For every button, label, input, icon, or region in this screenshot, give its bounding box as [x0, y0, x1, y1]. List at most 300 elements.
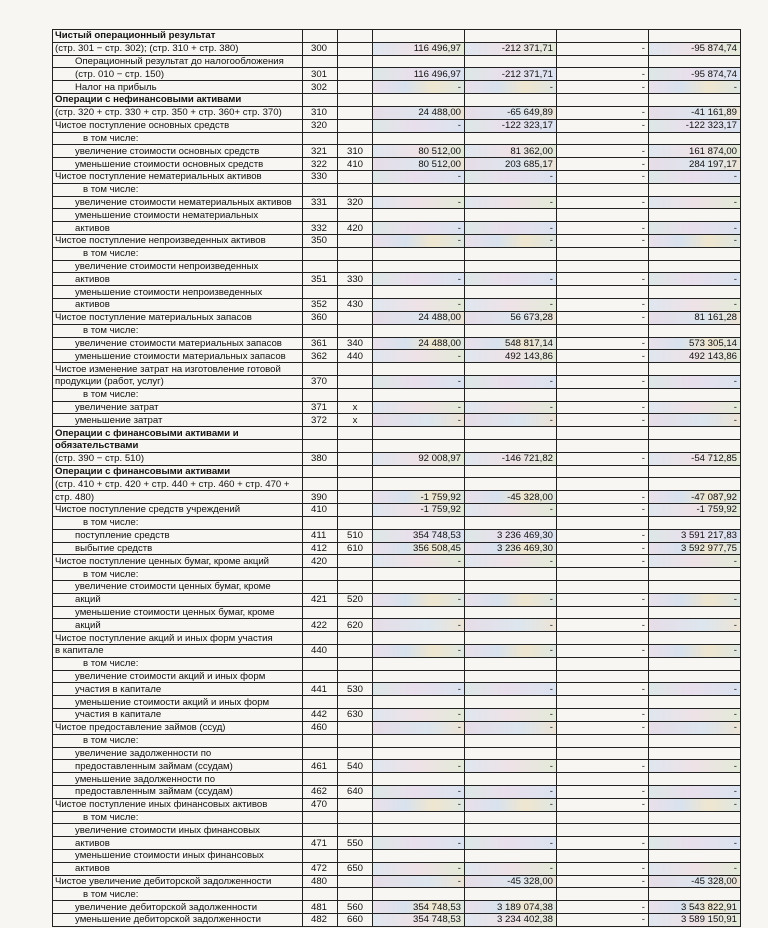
- value-col-1: -: [373, 235, 465, 248]
- value-total: -95 874,74: [649, 68, 741, 81]
- row-label: Чистое поступление нематериальных активов: [53, 170, 303, 183]
- kosgu-code: 610: [338, 542, 373, 555]
- kosgu-code: [338, 132, 373, 145]
- value-col-3: -: [557, 235, 649, 248]
- value-col-2: -: [465, 798, 557, 811]
- line-code: [303, 286, 338, 299]
- table-row: [53, 606, 741, 619]
- row-label: уменьшение дебиторской задолженности: [53, 914, 303, 927]
- value-col-1: 24 488,00: [373, 106, 465, 119]
- line-code: 442: [303, 709, 338, 722]
- row-label: Чистое предоставление займов (ссуд): [53, 721, 303, 734]
- value-col-2: -: [465, 721, 557, 734]
- value-col-1: -: [373, 414, 465, 427]
- value-col-3: -: [557, 42, 649, 55]
- value-col-2: -212 371,71: [465, 42, 557, 55]
- value-col-3: [557, 811, 649, 824]
- table-row: [53, 363, 741, 376]
- table-row: [53, 580, 741, 593]
- value-col-2: -: [465, 837, 557, 850]
- value-col-1: -1 759,92: [373, 491, 465, 504]
- line-code: 411: [303, 529, 338, 542]
- value-col-1: 354 748,53: [373, 529, 465, 542]
- value-total: -: [649, 555, 741, 568]
- value-total: 3 543 822,91: [649, 901, 741, 914]
- value-col-2: [465, 363, 557, 376]
- value-total: [649, 747, 741, 760]
- row-label: увеличение задолженности по: [53, 747, 303, 760]
- line-code: 472: [303, 862, 338, 875]
- kosgu-code: [338, 324, 373, 337]
- value-col-3: [557, 132, 649, 145]
- line-code: [303, 888, 338, 901]
- kosgu-code: [338, 516, 373, 529]
- value-col-3: [557, 260, 649, 273]
- kosgu-code: [338, 388, 373, 401]
- value-total: 3 592 977,75: [649, 542, 741, 555]
- value-col-1: [373, 811, 465, 824]
- line-code: 331: [303, 196, 338, 209]
- kosgu-code: [338, 632, 373, 645]
- value-col-3: [557, 363, 649, 376]
- kosgu-code: 410: [338, 158, 373, 171]
- line-code: 441: [303, 683, 338, 696]
- row-label: увеличение дебиторской задолженности: [53, 901, 303, 914]
- table-row: [53, 235, 741, 248]
- value-total: [649, 850, 741, 863]
- line-code: 372: [303, 414, 338, 427]
- row-label: выбытие средств: [53, 542, 303, 555]
- row-label: (стр. 410 + стр. 420 + стр. 440 + стр. 460 + стр. 470 +: [53, 478, 303, 491]
- value-col-2: [465, 260, 557, 273]
- value-col-1: [373, 324, 465, 337]
- table-row: [53, 721, 741, 734]
- value-col-1: [373, 132, 465, 145]
- row-label: увеличение затрат: [53, 401, 303, 414]
- value-col-2: -45 328,00: [465, 875, 557, 888]
- value-col-2: -: [465, 401, 557, 414]
- row-label: Чистое поступление материальных запасов: [53, 311, 303, 324]
- table-row: [53, 119, 741, 132]
- row-label: активов: [53, 862, 303, 875]
- row-label: Чистое изменение затрат на изготовление готовой: [53, 363, 303, 376]
- value-col-1: -: [373, 350, 465, 363]
- value-col-2: 3 234 402,38: [465, 914, 557, 927]
- value-col-1: [373, 209, 465, 222]
- value-col-3: -: [557, 760, 649, 773]
- table-row: [53, 516, 741, 529]
- kosgu-code: [338, 30, 373, 43]
- value-col-3: -: [557, 196, 649, 209]
- row-label: уменьшение стоимости материальных запасов: [53, 350, 303, 363]
- line-code: 481: [303, 901, 338, 914]
- value-col-1: -: [373, 875, 465, 888]
- value-col-3: [557, 824, 649, 837]
- value-col-2: -: [465, 273, 557, 286]
- kosgu-code: [338, 555, 373, 568]
- value-col-2: [465, 657, 557, 670]
- value-total: [649, 55, 741, 68]
- value-total: [649, 363, 741, 376]
- value-col-2: [465, 427, 557, 440]
- kosgu-code: [338, 375, 373, 388]
- row-label: увеличение стоимости акций и иных форм: [53, 670, 303, 683]
- line-code: 371: [303, 401, 338, 414]
- value-col-1: [373, 568, 465, 581]
- table-row: [53, 683, 741, 696]
- value-col-3: -: [557, 862, 649, 875]
- value-col-2: -: [465, 862, 557, 875]
- value-total: 284 197,17: [649, 158, 741, 171]
- kosgu-code: [338, 209, 373, 222]
- value-col-2: -146 721,82: [465, 452, 557, 465]
- table-row: [53, 632, 741, 645]
- row-label: в том числе:: [53, 657, 303, 670]
- table-row: [53, 875, 741, 888]
- value-col-2: [465, 209, 557, 222]
- value-total: [649, 811, 741, 824]
- value-total: -: [649, 170, 741, 183]
- line-code: 352: [303, 299, 338, 312]
- value-col-1: [373, 773, 465, 786]
- value-col-3: [557, 657, 649, 670]
- table-row: [53, 145, 741, 158]
- line-code: [303, 183, 338, 196]
- value-col-3: -: [557, 414, 649, 427]
- value-col-3: -: [557, 452, 649, 465]
- value-total: -: [649, 619, 741, 632]
- kosgu-code: 430: [338, 299, 373, 312]
- row-label: в том числе:: [53, 888, 303, 901]
- kosgu-code: [338, 68, 373, 81]
- value-total: -: [649, 235, 741, 248]
- value-total: 3 589 150,91: [649, 914, 741, 927]
- value-col-1: [373, 606, 465, 619]
- value-col-1: [373, 734, 465, 747]
- value-col-2: [465, 132, 557, 145]
- table-row: [53, 465, 741, 478]
- value-col-2: -: [465, 222, 557, 235]
- value-col-2: [465, 388, 557, 401]
- value-total: -: [649, 721, 741, 734]
- row-label: (стр. 320 + стр. 330 + стр. 350 + стр. 360+ стр. 370): [53, 106, 303, 119]
- value-col-3: -: [557, 170, 649, 183]
- value-col-3: -: [557, 542, 649, 555]
- value-col-1: [373, 657, 465, 670]
- kosgu-code: 660: [338, 914, 373, 927]
- kosgu-code: 420: [338, 222, 373, 235]
- kosgu-code: [338, 247, 373, 260]
- value-total: [649, 260, 741, 273]
- table-row: [53, 132, 741, 145]
- value-col-3: -: [557, 145, 649, 158]
- value-col-1: -: [373, 721, 465, 734]
- table-row: [53, 568, 741, 581]
- value-total: [649, 132, 741, 145]
- value-col-3: -: [557, 555, 649, 568]
- value-total: 3 591 217,83: [649, 529, 741, 542]
- line-code: 440: [303, 645, 338, 658]
- row-label: уменьшение стоимости акций и иных форм: [53, 696, 303, 709]
- kosgu-code: 530: [338, 683, 373, 696]
- value-total: [649, 440, 741, 453]
- line-code: [303, 811, 338, 824]
- value-total: [649, 632, 741, 645]
- value-col-1: -: [373, 683, 465, 696]
- value-col-3: [557, 55, 649, 68]
- value-col-3: [557, 427, 649, 440]
- value-total: [649, 734, 741, 747]
- financial-results-table: [52, 29, 741, 927]
- table-row: [53, 824, 741, 837]
- value-total: -122 323,17: [649, 119, 741, 132]
- value-col-3: [557, 465, 649, 478]
- table-row: [53, 657, 741, 670]
- value-col-3: [557, 747, 649, 760]
- value-col-2: [465, 850, 557, 863]
- table-row: [53, 888, 741, 901]
- kosgu-code: 520: [338, 593, 373, 606]
- value-col-1: [373, 478, 465, 491]
- kosgu-code: [338, 119, 373, 132]
- kosgu-code: [338, 452, 373, 465]
- kosgu-code: [338, 94, 373, 107]
- row-label: участия в капитале: [53, 709, 303, 722]
- row-label: уменьшение стоимости непроизведенных: [53, 286, 303, 299]
- value-col-2: [465, 286, 557, 299]
- table-row: [53, 529, 741, 542]
- row-label: Операции с финансовыми активами и: [53, 427, 303, 440]
- line-code: 410: [303, 504, 338, 517]
- value-col-2: -: [465, 555, 557, 568]
- row-label: (стр. 010 − стр. 150): [53, 68, 303, 81]
- value-col-1: [373, 888, 465, 901]
- line-code: [303, 94, 338, 107]
- row-label: Чистое увеличение дебиторской задолженности: [53, 875, 303, 888]
- value-total: [649, 568, 741, 581]
- value-col-2: 548 817,14: [465, 337, 557, 350]
- row-label: (стр. 301 − стр. 302); (стр. 310 + стр. 380): [53, 42, 303, 55]
- kosgu-code: [338, 875, 373, 888]
- row-label: Чистое поступление иных финансовых активов: [53, 798, 303, 811]
- kosgu-code: [338, 721, 373, 734]
- kosgu-code: x: [338, 401, 373, 414]
- kosgu-code: [338, 363, 373, 376]
- row-label: активов: [53, 299, 303, 312]
- kosgu-code: 440: [338, 350, 373, 363]
- row-label: Чистое поступление акций и иных форм участия: [53, 632, 303, 645]
- value-col-1: [373, 286, 465, 299]
- kosgu-code: [338, 491, 373, 504]
- value-col-1: 116 496,97: [373, 68, 465, 81]
- value-col-2: [465, 478, 557, 491]
- value-col-3: -: [557, 375, 649, 388]
- value-col-1: 92 008,97: [373, 452, 465, 465]
- value-col-1: -: [373, 273, 465, 286]
- value-col-2: 56 673,28: [465, 311, 557, 324]
- line-code: [303, 388, 338, 401]
- value-total: -: [649, 273, 741, 286]
- line-code: [303, 568, 338, 581]
- value-total: [649, 286, 741, 299]
- table-row: [53, 709, 741, 722]
- kosgu-code: [338, 440, 373, 453]
- kosgu-code: 620: [338, 619, 373, 632]
- line-code: 470: [303, 798, 338, 811]
- value-col-2: -: [465, 299, 557, 312]
- line-code: 361: [303, 337, 338, 350]
- line-code: 480: [303, 875, 338, 888]
- kosgu-code: 550: [338, 837, 373, 850]
- line-code: 301: [303, 68, 338, 81]
- value-col-3: [557, 568, 649, 581]
- value-col-1: [373, 183, 465, 196]
- value-col-3: [557, 606, 649, 619]
- value-col-1: -: [373, 196, 465, 209]
- value-total: 573 305,14: [649, 337, 741, 350]
- kosgu-code: [338, 106, 373, 119]
- value-col-2: -: [465, 81, 557, 94]
- value-col-1: [373, 670, 465, 683]
- value-col-2: [465, 568, 557, 581]
- value-col-3: [557, 94, 649, 107]
- line-code: [303, 747, 338, 760]
- kosgu-code: [338, 606, 373, 619]
- line-code: 350: [303, 235, 338, 248]
- row-label: Чистый операционный результат: [53, 30, 303, 43]
- line-code: 460: [303, 721, 338, 734]
- row-label: Чистое поступление непроизведенных активов: [53, 235, 303, 248]
- row-label: предоставленным займам (ссудам): [53, 785, 303, 798]
- kosgu-code: [338, 850, 373, 863]
- value-col-2: [465, 30, 557, 43]
- value-total: -: [649, 798, 741, 811]
- value-total: [649, 580, 741, 593]
- value-col-3: [557, 580, 649, 593]
- row-label: активов: [53, 222, 303, 235]
- value-col-1: [373, 427, 465, 440]
- value-total: -: [649, 299, 741, 312]
- value-col-3: [557, 632, 649, 645]
- value-total: [649, 696, 741, 709]
- kosgu-code: 310: [338, 145, 373, 158]
- value-total: -: [649, 645, 741, 658]
- table-row: [53, 555, 741, 568]
- value-col-1: 24 488,00: [373, 337, 465, 350]
- value-col-2: [465, 465, 557, 478]
- line-code: 412: [303, 542, 338, 555]
- value-col-3: [557, 850, 649, 863]
- kosgu-code: [338, 81, 373, 94]
- value-total: -54 712,85: [649, 452, 741, 465]
- value-col-1: [373, 850, 465, 863]
- table-row: [53, 299, 741, 312]
- row-label: в том числе:: [53, 247, 303, 260]
- table-row: [53, 798, 741, 811]
- value-total: -: [649, 375, 741, 388]
- kosgu-code: [338, 260, 373, 273]
- value-total: [649, 30, 741, 43]
- value-col-3: -: [557, 119, 649, 132]
- value-total: [649, 427, 741, 440]
- value-col-2: 3 236 469,30: [465, 529, 557, 542]
- table-row: [53, 260, 741, 273]
- table-row: [53, 30, 741, 43]
- row-label: Чистое поступление основных средств: [53, 119, 303, 132]
- table-row: [53, 106, 741, 119]
- value-col-3: -: [557, 491, 649, 504]
- value-col-2: -: [465, 593, 557, 606]
- value-col-1: 356 508,45: [373, 542, 465, 555]
- value-col-1: -: [373, 81, 465, 94]
- row-label: увеличение стоимости ценных бумаг, кроме: [53, 580, 303, 593]
- value-col-1: -: [373, 555, 465, 568]
- row-label: продукции (работ, услуг): [53, 375, 303, 388]
- kosgu-code: [338, 427, 373, 440]
- kosgu-code: 330: [338, 273, 373, 286]
- value-col-3: -: [557, 311, 649, 324]
- table-row: [53, 670, 741, 683]
- value-col-1: [373, 260, 465, 273]
- value-total: [649, 209, 741, 222]
- value-col-3: [557, 696, 649, 709]
- table-row: [53, 593, 741, 606]
- kosgu-code: [338, 55, 373, 68]
- value-col-1: -1 759,92: [373, 504, 465, 517]
- table-row: [53, 785, 741, 798]
- row-label: уменьшение задолженности по: [53, 773, 303, 786]
- value-col-3: -: [557, 785, 649, 798]
- value-col-1: [373, 55, 465, 68]
- table-row: [53, 81, 741, 94]
- value-total: [649, 657, 741, 670]
- table-row: [53, 696, 741, 709]
- value-total: -: [649, 401, 741, 414]
- value-col-1: 354 748,53: [373, 901, 465, 914]
- row-label: увеличение стоимости непроизведенных: [53, 260, 303, 273]
- value-col-2: -: [465, 709, 557, 722]
- value-col-1: 80 512,00: [373, 158, 465, 171]
- row-label: в том числе:: [53, 183, 303, 196]
- value-col-3: -: [557, 645, 649, 658]
- value-col-3: -: [557, 875, 649, 888]
- value-col-2: -: [465, 504, 557, 517]
- value-total: [649, 888, 741, 901]
- value-col-1: -: [373, 837, 465, 850]
- line-code: 360: [303, 311, 338, 324]
- value-total: -: [649, 785, 741, 798]
- value-total: [649, 94, 741, 107]
- kosgu-code: x: [338, 414, 373, 427]
- value-col-3: -: [557, 81, 649, 94]
- row-label: Чистое поступление средств учреждений: [53, 504, 303, 517]
- table-row: [53, 452, 741, 465]
- line-code: 310: [303, 106, 338, 119]
- table-row: [53, 337, 741, 350]
- value-col-2: 3 236 469,30: [465, 542, 557, 555]
- line-code: 390: [303, 491, 338, 504]
- row-label: увеличение стоимости нематериальных активов: [53, 196, 303, 209]
- row-label: активов: [53, 273, 303, 286]
- line-code: 351: [303, 273, 338, 286]
- value-col-3: -: [557, 721, 649, 734]
- value-col-3: [557, 516, 649, 529]
- value-col-2: [465, 440, 557, 453]
- value-col-1: -: [373, 709, 465, 722]
- value-col-2: -: [465, 645, 557, 658]
- kosgu-code: 640: [338, 785, 373, 798]
- line-code: [303, 30, 338, 43]
